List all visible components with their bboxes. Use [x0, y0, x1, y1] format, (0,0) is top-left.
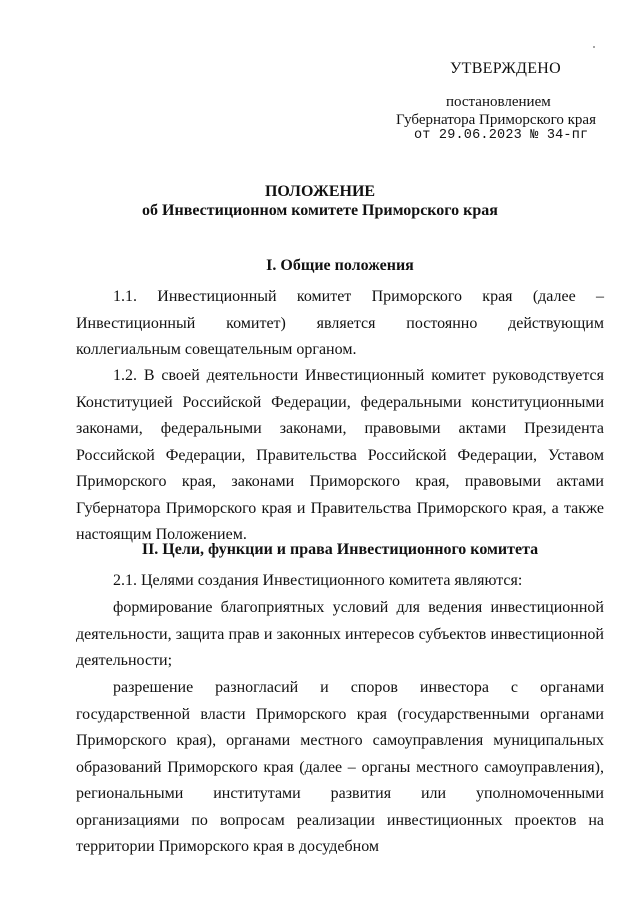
document-title-sub: об Инвестиционном комитете Приморского края [142, 202, 498, 219]
scan-speck [593, 46, 595, 48]
paragraph-2-1: 2.1. Целями создания Инвестиционного комитета являются: [113, 572, 523, 589]
approval-authority: Губернатора Приморского края [396, 112, 596, 128]
paragraph-1-1: 1.1. Инвестиционный комитет Приморского края (далее – Инвестиционный комитет) является постоянно действующим коллегиальным совещательным органом. [76, 288, 604, 358]
section-2-heading: II. Цели, функции и права Инвестиционного комитета [141, 541, 539, 558]
approval-date-number: от 29.06.2023 № 34-пг [414, 128, 589, 143]
paragraph-1-2: 1.2. В своей деятельности Инвестиционный комитет руководствуется Конституцией Российской Федерации, федеральными конституционными законами, федеральными законами, правовыми актами Президента Российской Федерации, Правительства Российской Федерации, Уставом Приморского края, законами Приморского края, правовыми актами Губернатора Приморского края и Правительства Приморского края, а также настоящим Положением. [76, 367, 604, 543]
paragraph-2-1-goal-1: формирование благоприятных условий для ведения инвестиционной деятельности, защита прав и законных интересов субъектов инвестиционной деятельности; [76, 599, 604, 669]
approval-by-resolution: постановлением [446, 94, 551, 110]
document-title [0, 183, 640, 220]
approved-label: УТВЕРЖДЕНО [450, 60, 562, 77]
document-title-main: ПОЛОЖЕНИЕ [264, 183, 376, 200]
paragraph-2-1-goal-2: разрешение разногласий и споров инвестора с органами государственной власти Приморского края (государственными органами Приморского края), органами местного самоуправления муниципальных образований Приморского края (далее – органы местного самоуправления), региональными институтами развития или уполномоченными организациями по вопросам реализации инвестиционных проектов на территории Приморского края в досудебном [76, 679, 604, 855]
section-1-heading: I. Общие положения [266, 257, 414, 274]
